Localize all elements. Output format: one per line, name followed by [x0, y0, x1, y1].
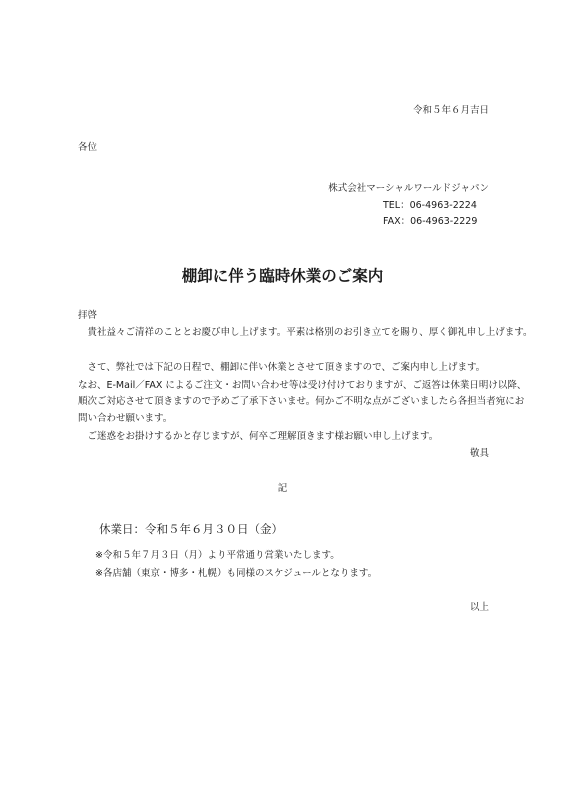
company-tel: TEL：06-4963-2224 [383, 200, 477, 211]
paragraph-announcement [78, 361, 485, 374]
note-stores: ※各店舗（東京・博多・札幌）も同様のスケジュールとなります。 [95, 568, 378, 579]
closing-salutation: 敬具 [469, 448, 489, 459]
company-name: 株式会社マーシャルワールドジャパン [328, 183, 489, 194]
paragraph-note-line: 問い合わせ願います。 [78, 413, 173, 424]
details-heading: 記 [277, 483, 288, 494]
recipient: 各位 [78, 142, 98, 153]
paragraph-announcement-text: さて、弊社では下記の日程で、棚卸に伴い休業とさせて頂きますので、ご案内申し上げます。 [87, 362, 486, 373]
closure-date: 休業日：令和５年６月３０日（金） [99, 522, 283, 536]
paragraph-note-line: なお、E-Mail／FAX によるご注文・お問い合わせ等は受け付けておりますが、ご返答は休業日明け以降、 [78, 380, 527, 391]
company-fax: FAX：06-4963-2229 [383, 216, 478, 227]
document-date: 令和５年６月吉日 [412, 105, 489, 116]
paragraph-greeting-text: 貴社益々ご清祥のこととお慶び申し上げます。平素は格別のお引き立てを賜り、厚く御礼申し上げます。 [87, 327, 533, 338]
end-mark: 以上 [469, 602, 489, 613]
paragraph-greeting [78, 326, 533, 339]
paragraph-apology [78, 430, 438, 443]
opening-salutation: 拝啓 [78, 310, 98, 321]
page-title: 棚卸に伴う臨時休業のご案内 [181, 267, 384, 285]
paragraph-note-line: 順次ご対応させて頂きますので予めご了承下さいませ。何かご不明な点がございましたら各担当者宛にお [78, 396, 525, 407]
note-reopening: ※令和５年７月３日（月）より平常通り営業いたします。 [95, 550, 340, 561]
paragraph-apology-text: ご迷惑をお掛けするかと存じますが、何卒ご理解頂きます様お願い申し上げます。 [87, 431, 439, 442]
